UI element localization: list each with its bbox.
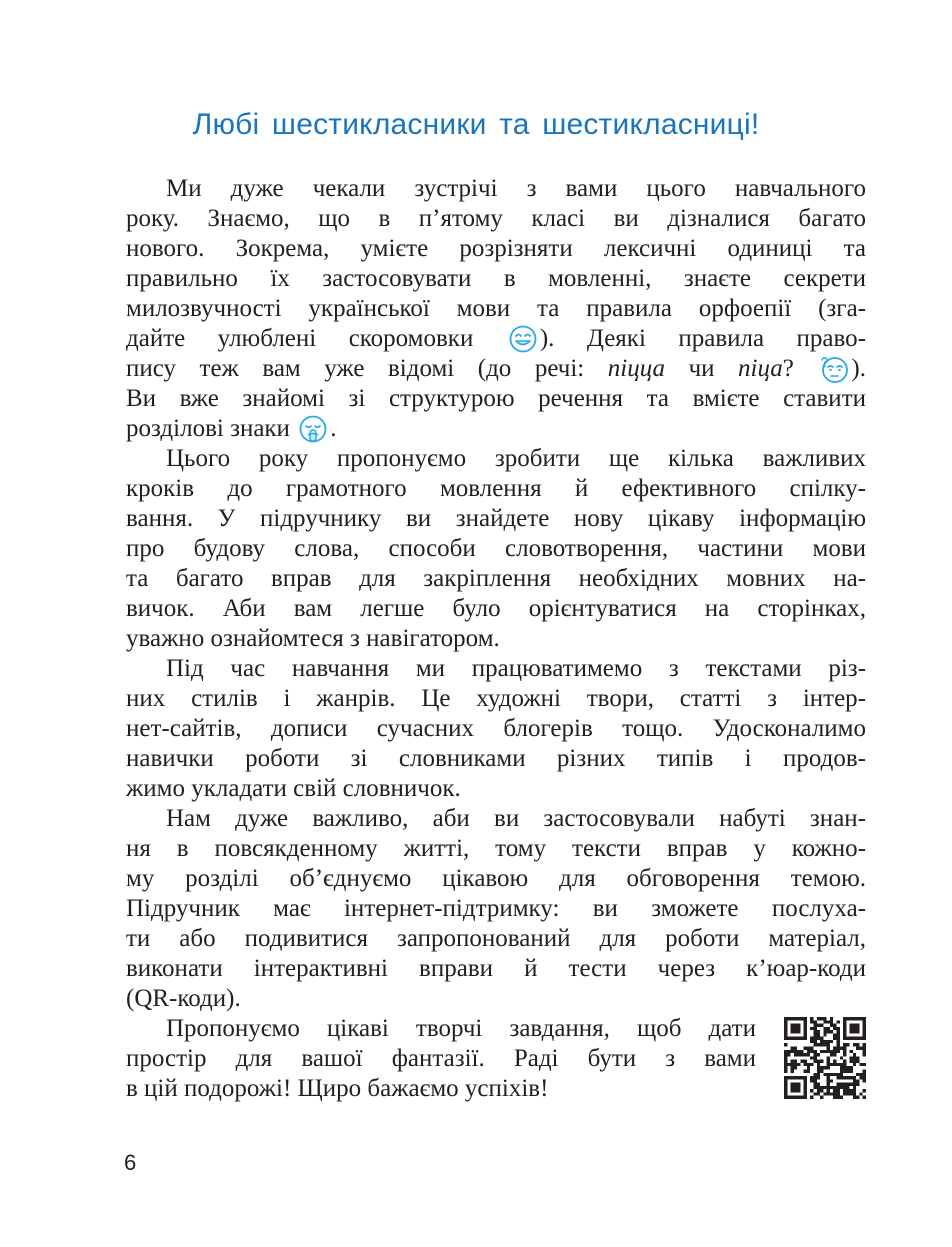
page-number: 6 bbox=[124, 1150, 137, 1175]
paragraph-2-line-7: уважно ознайомтеся з навігатором. bbox=[126, 625, 500, 652]
word-pitsa: піца bbox=[738, 355, 783, 382]
paragraph-1-line-8: Ви вже знайомі зі структурою речення та вмієте ставити bbox=[126, 385, 866, 412]
paragraph-5-line-1: Пропонуємо цікаві творчі завдання, щоб дати bbox=[166, 1015, 756, 1042]
paragraph-1-line-9 bbox=[126, 414, 866, 444]
paragraph-1-line-4: правильно їх застосовувати в мовленні, знаєте секрети bbox=[126, 265, 866, 292]
paragraph-1-line-6 bbox=[126, 324, 866, 354]
paragraph-3-line-4: навички роботи зі словниками різних типів і продов- bbox=[126, 745, 866, 772]
paragraph-5-line-3: в цій подорожі! Щиро бажаємо успіхів! bbox=[126, 1075, 549, 1102]
word-pitstsa-1: піцца bbox=[607, 355, 666, 382]
paragraph-1-line-1: Ми дуже чекали зустрічі з вами цього навчального bbox=[166, 175, 866, 202]
page-title: Любі шестикласники та шестикласниці! bbox=[192, 108, 760, 141]
paragraph-3-line-1: Під час навчання ми працюватимемо з текстами різ- bbox=[166, 655, 866, 682]
paragraph-1-line-2: року. Знаємо, що в п’ятому класі ви дізналися багато bbox=[126, 205, 866, 232]
line-6-text-b: ). Деякі правила право- bbox=[539, 325, 866, 352]
paragraph-1-line-5: милозвучності української мови та правила орфоепії (зга- bbox=[126, 295, 866, 322]
paragraph-4-line-7: (QR-коди). bbox=[126, 985, 241, 1012]
line-6-text-a: дайте улюблені скоромовки bbox=[126, 325, 474, 352]
grinning-face-icon bbox=[508, 324, 538, 354]
line-7-question: ? bbox=[782, 355, 794, 382]
paragraph-2-line-5: та багато вправ для закріплення необхідних мовних на- bbox=[126, 565, 866, 592]
thinking-face-icon bbox=[819, 354, 849, 384]
line-9-text-a: розділові знаки bbox=[126, 415, 290, 442]
paragraph-4-line-4: Підручник має інтернет-підтримку: ви зможете послуха- bbox=[126, 895, 866, 922]
paragraph-4-line-2: ня в повсякденному житті, тому тексти вправ у кожно- bbox=[126, 835, 866, 862]
body-text bbox=[126, 174, 866, 1014]
line-7-text-b: ). bbox=[851, 355, 866, 382]
paragraph-3-line-3: нет-сайтів, дописи сучасних блогерів тощо. Удосконалимо bbox=[126, 715, 866, 742]
paragraph-4-line-5: ти або подивитися запропонований для роботи матеріал, bbox=[126, 925, 866, 952]
paragraph-2-line-1: Цього року пропонуємо зробити ще кілька важливих bbox=[166, 445, 866, 472]
paragraph-3-line-2: них стилів і жанрів. Це художні твори, статті з інтер- bbox=[126, 685, 866, 712]
paragraph-4-line-3: му розділі об’єднуємо цікавою для обговорення темою. bbox=[126, 865, 866, 892]
shushing-face-icon bbox=[298, 414, 328, 444]
paragraph-4-line-6: виконати інтерактивні вправи й тести через к’юар-коди bbox=[126, 955, 866, 982]
paragraph-1-line-3: нового. Зокрема, умієте розрізняти лексичні одиниці та bbox=[126, 235, 866, 262]
paragraph-2-line-3: вання. У підручнику ви знайдете нову цікаву інформацію bbox=[126, 505, 866, 532]
paragraph-1-line-7 bbox=[126, 354, 866, 384]
paragraph-3-line-5: жимо укладати свій словничок. bbox=[126, 775, 461, 802]
paragraph-5-line-2: простір для вашої фантазії. Раді бути з вами bbox=[126, 1045, 756, 1072]
closing-paragraph bbox=[126, 1014, 756, 1104]
paragraph-4-line-1: Нам дуже важливо, аби ви застосовували набуті знан- bbox=[166, 805, 866, 832]
paragraph-2-line-2: кроків до грамотного мовлення й ефективного спілку- bbox=[126, 475, 866, 502]
line-7-text-a: пису теж вам уже відомі (до речі: bbox=[126, 355, 608, 382]
paragraph-2-line-4: про будову слова, способи словотворення, частини мови bbox=[126, 535, 866, 562]
line-9-text-b: . bbox=[330, 415, 337, 442]
paragraph-2-line-6: вичок. Аби вам легше було орієнтуватися на сторінках, bbox=[126, 595, 866, 622]
line-7-text-mid: чи bbox=[665, 355, 739, 382]
qr-code-icon[interactable] bbox=[784, 1017, 866, 1099]
